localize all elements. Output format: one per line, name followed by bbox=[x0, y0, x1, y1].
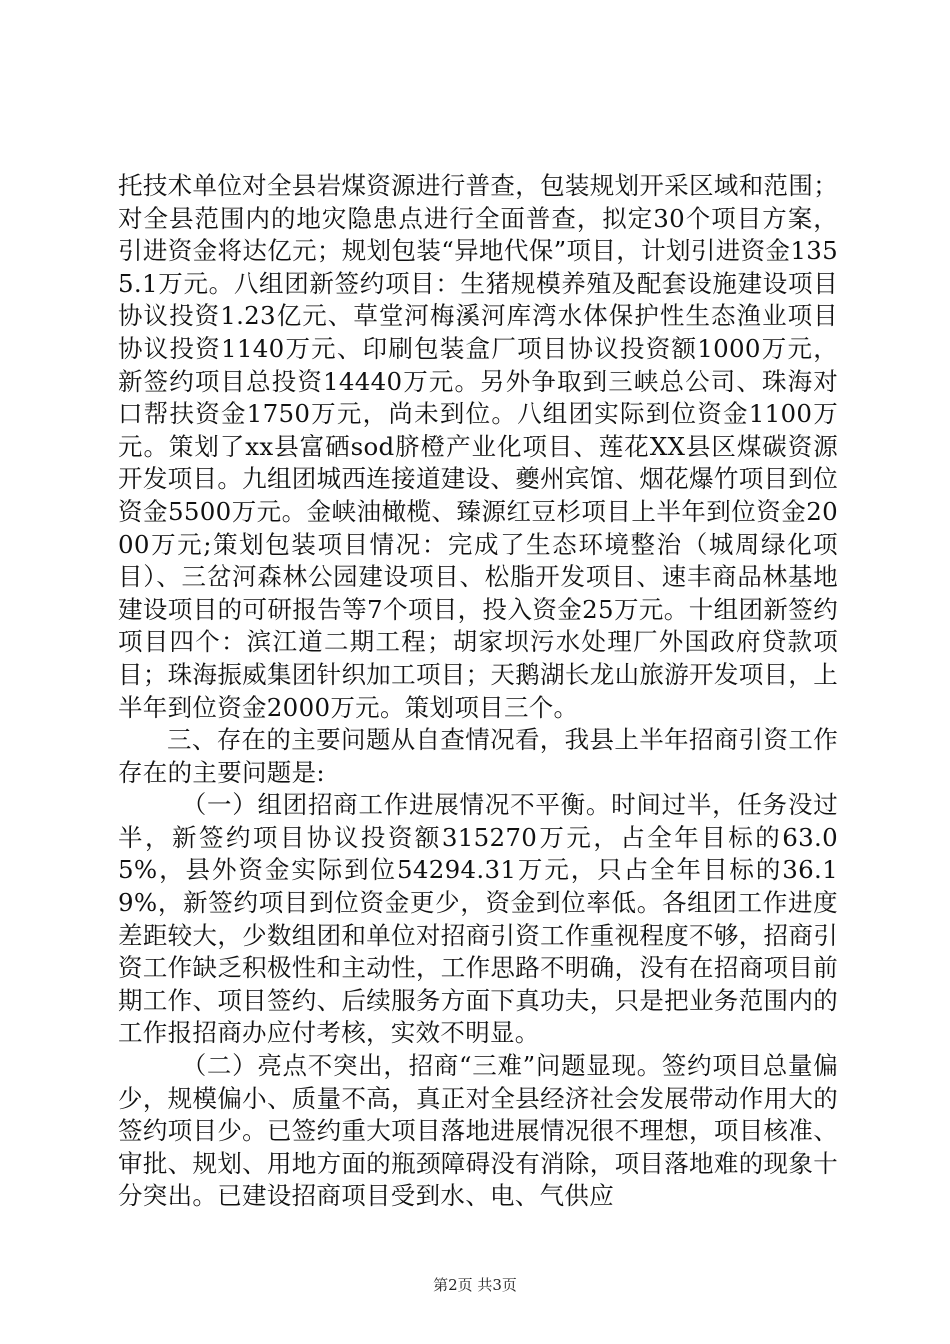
paragraph-section-heading: 三、存在的主要问题从自查情况看，我县上半年招商引资工作存在的主要问题是: bbox=[118, 725, 838, 787]
paragraph-issue-2: （二）亮点不突出，招商“三难”问题显现。签约项目总量偏少，规模偏小、质量不高，真正对全县经济社会发展带动作用大的签约项目少。已签约重大项目落地进展情况很不理想，项目核准、审批、规划、用地方面的瓶颈障碍没有消除，项目落地难的现象十分突出。已建设招商项目受到水、电、气供应 bbox=[118, 1051, 838, 1211]
page-footer: 第2页 共3页 bbox=[433, 1276, 517, 1294]
document-body bbox=[118, 170, 838, 1213]
paragraph-issue-1: （一）组团招商工作进展情况不平衡。时间过半，任务没过半，新签约项目协议投资额315270万元，占全年目标的63.05%，县外资金实际到位54294.31万元，只占全年目标的36.19%，新签约项目到位资金更少，资金到位率低。各组团工作进度差距较大，少数组团和单位对招商引资工作重视程度不够，招商引资工作缺乏积极性和主动性，工作思路不明确，没有在招商项目前期工作、项目签约、后续服务方面下真功夫，只是把业务范围内的工作报招商办应付考核，实效不明显。 bbox=[118, 790, 838, 1048]
paragraph-continuation: 托技术单位对全县岩煤资源进行普查，包装规划开采区域和范围；对全县范围内的地灾隐患点进行全面普查，拟定30个项目方案，引进资金将达亿元；规划包装“异地代保”项目，计划引进资金1355.1万元。八组团新签约项目：生猪规模养殖及配套设施建设项目协议投资1.23亿元、草堂河梅溪河库湾水体保护性生态渔业项目协议投资1140万元、印刷包装盒厂项目协议投资额1000万元，新签约项目总投资14440万元。另外争取到三峡总公司、珠海对口帮扶资金1750万元，尚未到位。八组团实际到位资金1100万元。策划了xx县富硒sod脐橙产业化项目、莲花XX县区煤碳资源开发项目。九组团城西连接道建设、夔州宾馆、烟花爆竹项目到位资金5500万元。金峡油橄榄、臻源红豆杉项目上半年到位资金2000万元;策划包装项目情况：完成了生态环境整治（城周绿化项目）、三岔河森林公园建设项目、松脂开发项目、速丰商品林基地建设项目的可研报告等7个项目，投入资金25万元。十组团新签约项目四个：滨江道二期工程；胡家坝污水处理厂外国政府贷款项目；珠海振威集团针织加工项目；天鹅湖长龙山旅游开发项目，上半年到位资金2000万元。策划项目三个。 bbox=[118, 171, 838, 722]
